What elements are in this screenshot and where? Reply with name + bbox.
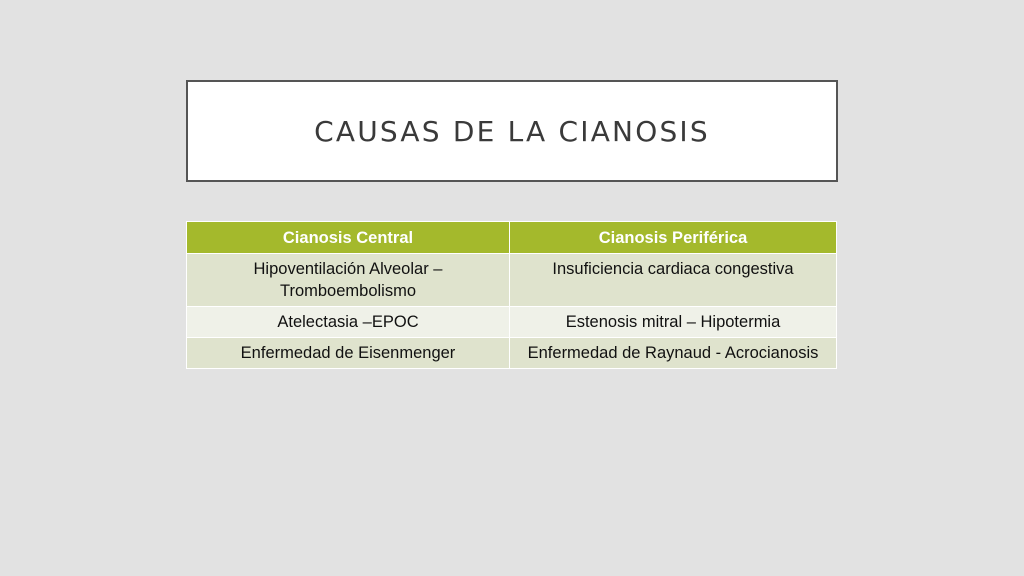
table-row (187, 254, 837, 307)
table-cell-periferica: Insuficiencia cardiaca congestiva (510, 254, 837, 307)
table-cell-central: Hipoventilación Alveolar – Tromboembolismo (187, 254, 510, 307)
table-row (187, 338, 837, 369)
table-cell-central: Atelectasia –EPOC (187, 307, 510, 338)
slide-title: CAUSAS DE LA CIANOSIS (314, 114, 710, 148)
header-cianosis-central: Cianosis Central (187, 222, 510, 254)
table-cell-periferica: Estenosis mitral – Hipotermia (510, 307, 837, 338)
table-cell-central: Enfermedad de Eisenmenger (187, 338, 510, 369)
table-header-row (187, 222, 837, 254)
table-row (187, 307, 837, 338)
table-cell-periferica: Enfermedad de Raynaud - Acrocianosis (510, 338, 837, 369)
causes-table (186, 221, 837, 369)
header-cianosis-periferica: Cianosis Periférica (510, 222, 837, 254)
title-box (186, 80, 838, 182)
